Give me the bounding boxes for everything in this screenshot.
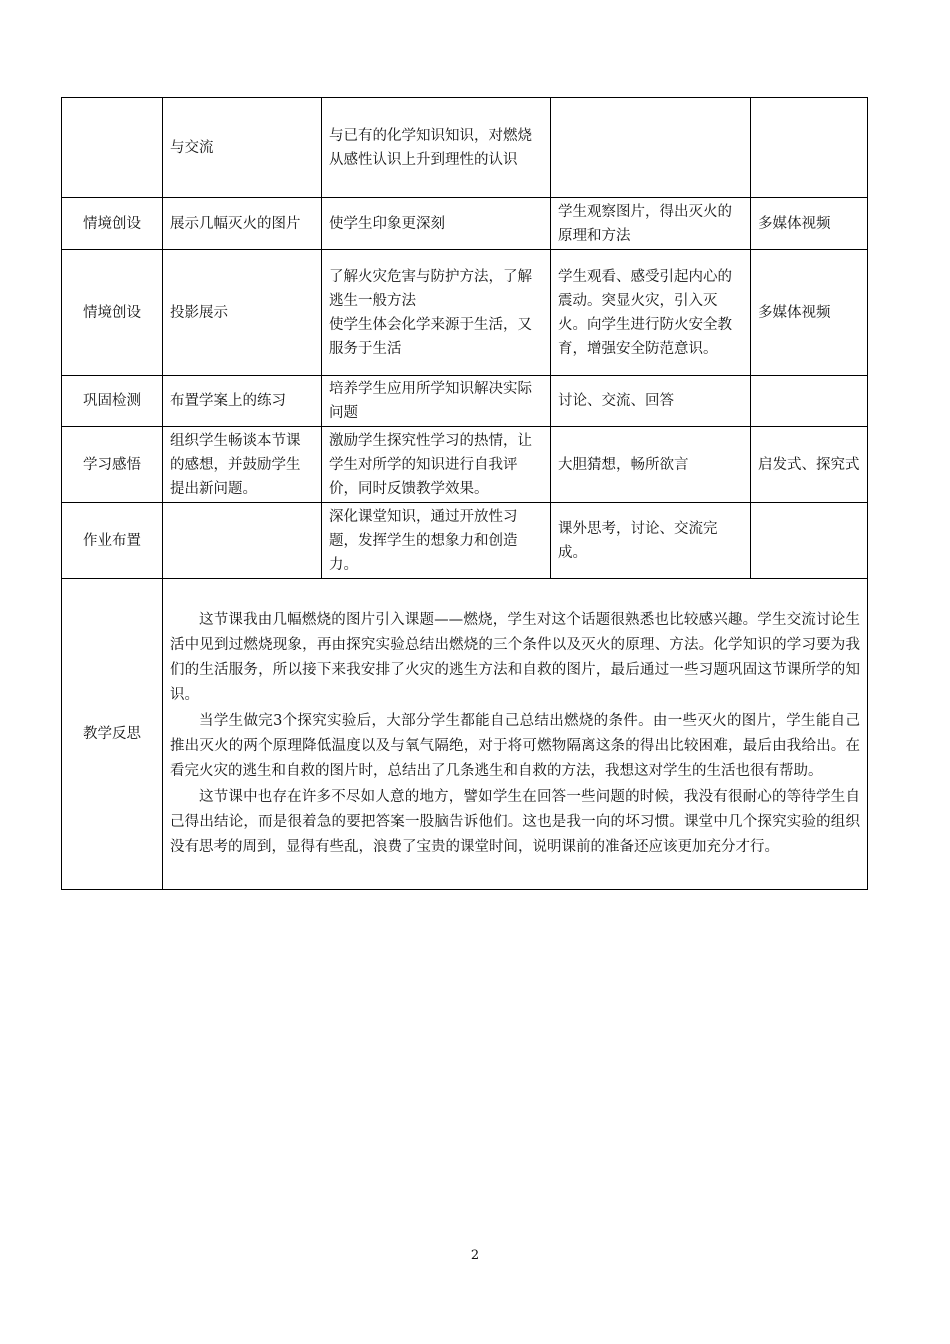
student-activity-cell: 学生观察图片，得出灭火的原理和方法: [551, 198, 751, 250]
design-intent-cell: 培养学生应用所学知识解决实际问题: [322, 376, 551, 427]
student-activity-cell: [551, 98, 751, 198]
design-intent-cell: [322, 250, 551, 376]
lesson-plan-table: [61, 97, 868, 890]
stage-cell: 情境创设: [62, 198, 163, 250]
design-intent-cell: 激励学生探究性学习的热情，让学生对所学的知识进行自我评价，同时反馈教学效果。: [322, 427, 551, 503]
media-cell: [751, 98, 868, 198]
media-cell: 多媒体视频: [751, 250, 868, 376]
student-activity-cell: 课外思考，讨论、交流完成。: [551, 503, 751, 579]
reflection-body: [163, 579, 868, 890]
reflection-label: 教学反思: [62, 579, 163, 890]
table-row: [62, 376, 868, 427]
student-activity-cell: 大胆猜想，畅所欲言: [551, 427, 751, 503]
reflection-row: [62, 579, 868, 890]
media-cell: 多媒体视频: [751, 198, 868, 250]
stage-cell: 巩固检测: [62, 376, 163, 427]
student-activity-cell: 学生观看、感受引起内心的震动。突显火灾，引入灭火。向学生进行防火安全教育，增强安全防范意识。: [551, 250, 751, 376]
teacher-activity-cell: 组织学生畅谈本节课的感想，并鼓励学生提出新问题。: [163, 427, 322, 503]
stage-cell: 学习感悟: [62, 427, 163, 503]
reflection-paragraph: 这节课我由几幅燃烧的图片引入课题——燃烧，学生对这个话题很熟悉也比较感兴趣。学生交流讨论生活中见到过燃烧现象，再由探究实验总结出燃烧的三个条件以及灭火的原理、方法。化学知识的学习要为我们的生活服务，所以接下来我安排了火灾的逃生方法和自救的图片，最后通过一些习题巩固这节课所学的知识。: [170, 611, 860, 704]
table-row: [62, 198, 868, 250]
media-cell: [751, 503, 868, 579]
student-activity-cell: 讨论、交流、回答: [551, 376, 751, 427]
page-number: 2: [470, 1248, 480, 1263]
teacher-activity-cell: 与交流: [163, 98, 322, 198]
design-intent-cell: 深化课堂知识，通过开放性习题，发挥学生的想象力和创造力。: [322, 503, 551, 579]
table-row: [62, 427, 868, 503]
teacher-activity-cell: 投影展示: [163, 250, 322, 376]
design-intent-cell: 与已有的化学知识知识，对燃烧从感性认识上升到理性的认识: [322, 98, 551, 198]
media-cell: 启发式、探究式: [751, 427, 868, 503]
stage-cell: 作业布置: [62, 503, 163, 579]
stage-cell: [62, 98, 163, 198]
design-intent-cell: 使学生印象更深刻: [322, 198, 551, 250]
table-row: [62, 503, 868, 579]
stage-cell: 情境创设: [62, 250, 163, 376]
teacher-activity-cell: 布置学案上的练习: [163, 376, 322, 427]
media-cell: [751, 376, 868, 427]
reflection-paragraph: 当学生做完3个探究实验后，大部分学生都能自己总结出燃烧的条件。由一些灭火的图片，学生能自己推出灭火的两个原理降低温度以及与氧气隔绝，对于将可燃物隔离这条的得出比较困难，最后由我给出。在看完火灾的逃生和自救的图片时，总结出了几条逃生和自救的方法，我想这对学生的生活也很有帮助。: [170, 712, 860, 780]
table-row: [62, 250, 868, 376]
reflection-paragraph: 这节课中也存在许多不尽如人意的地方，譬如学生在回答一些问题的时候，我没有很耐心的等待学生自己得出结论，而是很着急的要把答案一股脑告诉他们。这也是我一向的坏习惯。课堂中几个探究实验的组织没有思考的周到，显得有些乱，浪费了宝贵的课堂时间，说明课前的准备还应该更加充分才行。: [170, 788, 860, 856]
table-row: [62, 98, 868, 198]
teacher-activity-cell: [163, 503, 322, 579]
design-intent-line: 使学生体会化学来源于生活，又服务于生活: [329, 316, 532, 357]
teacher-activity-cell: 展示几幅灭火的图片: [163, 198, 322, 250]
design-intent-line: 了解火灾危害与防护方法，了解逃生一般方法: [329, 268, 532, 309]
